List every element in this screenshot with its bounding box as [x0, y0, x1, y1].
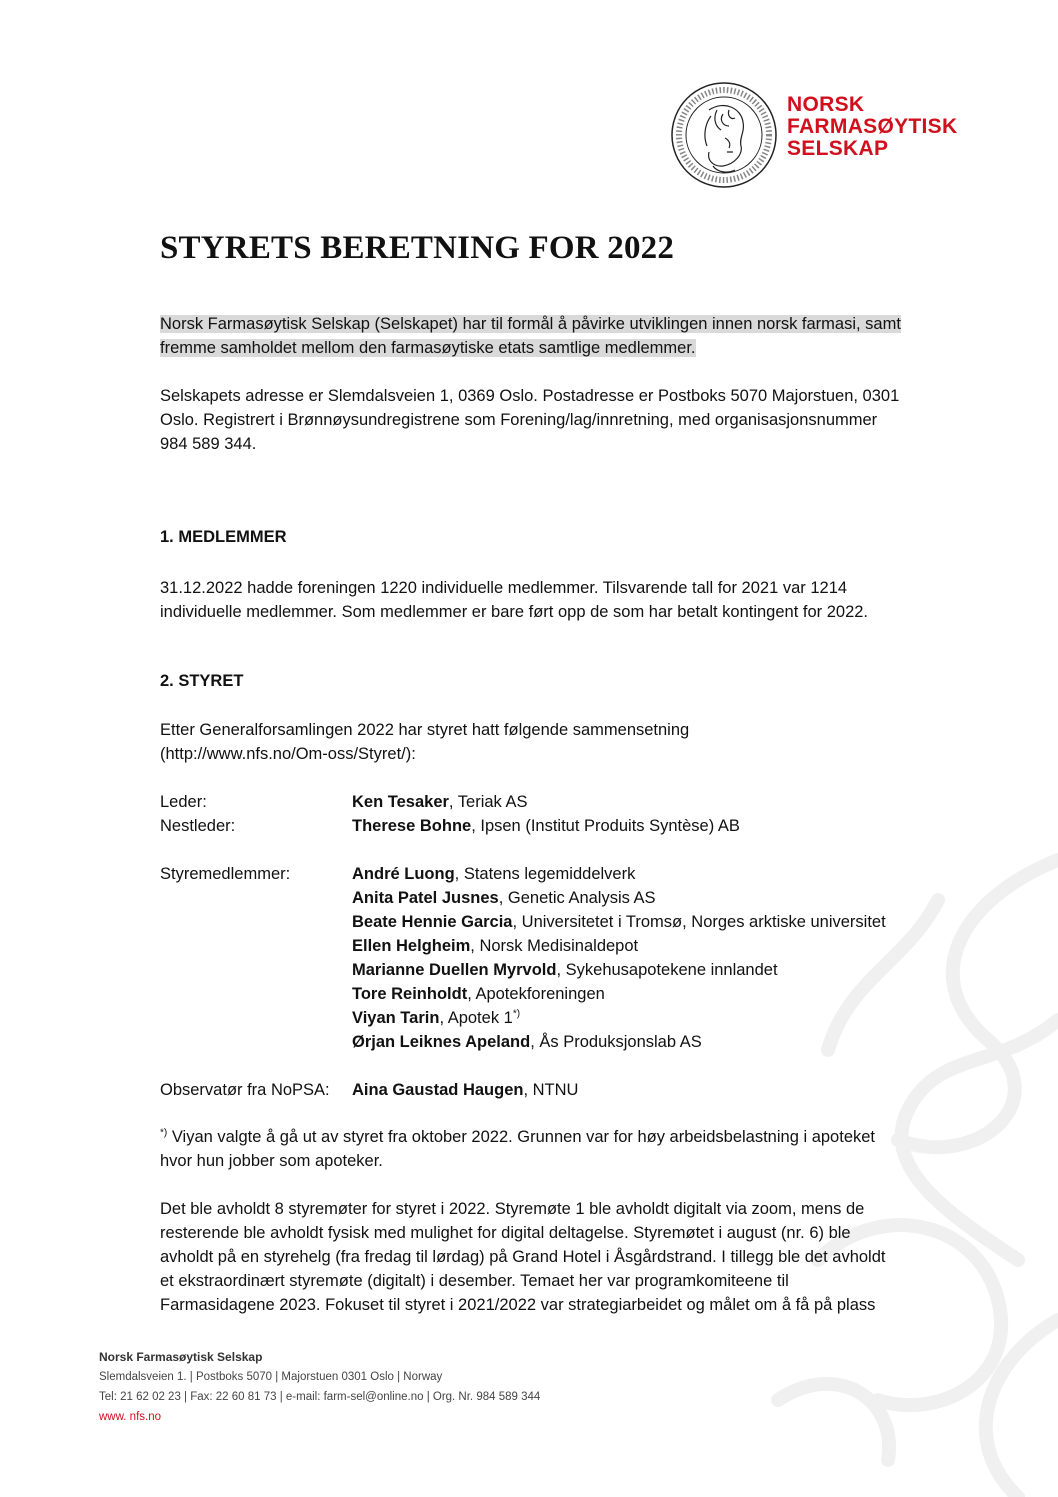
member-org: , Statens legemiddelverk	[454, 865, 636, 883]
footnote-marker: *)	[160, 1127, 168, 1139]
member-org: , Ås Produksjonslab AS	[530, 1033, 702, 1051]
footer-contact: Tel: 21 62 02 23 | Fax: 22 60 81 73 | e-mail: farm-sel@online.no | Org. Nr. 984 589 344	[99, 1391, 541, 1403]
footer-org-name: Norsk Farmasøytisk Selskap	[99, 1350, 263, 1364]
footer-address: Slemdalsveien 1. | Postboks 5070 | Majorstuen 0301 Oslo | Norway	[99, 1371, 443, 1383]
board-member	[352, 862, 635, 886]
meetings-line: avholdt på en styrehelg (fra fredag til lørdag) på Grand Hotel i Åsgårdstrand. I tillegg ble det avholdt	[160, 1248, 886, 1266]
footer-website-link[interactable]: www. nfs.no	[99, 1411, 161, 1423]
address-line-3: 984 589 344.	[160, 435, 257, 453]
board-members-label: Styremedlemmer:	[160, 865, 291, 883]
deputy-org: , Ipsen (Institut Produits Syntèse) AB	[471, 817, 740, 835]
member-name: Tore Reinholdt	[352, 985, 468, 1003]
board-member	[352, 1030, 702, 1054]
member-org: , Genetic Analysis AS	[498, 889, 656, 907]
observer-label: Observatør fra NoPSA:	[160, 1081, 330, 1099]
deputy-name: Therese Bohne	[352, 817, 472, 835]
members-line-2: individuelle medlemmer. Som medlemmer er bare ført opp de som har betalt kontingent for 2022.	[160, 603, 869, 621]
leader-name: Ken Tesaker	[352, 793, 449, 811]
board-intro-line-1: Etter Generalforsamlingen 2022 har styret hatt følgende sammensetning	[160, 721, 690, 739]
member-name: Beate Hennie Garcia	[352, 913, 513, 931]
board-member	[352, 958, 778, 982]
members-line-1: 31.12.2022 hadde foreningen 1220 individuelle medlemmer. Tilsvarende tall for 2021 var 1214	[160, 579, 848, 597]
member-org: , Apotek 1	[439, 1009, 513, 1027]
member-name: Marianne Duellen Myrvold	[352, 961, 557, 979]
intro-line-1: Norsk Farmasøytisk Selskap (Selskapet) har til formål å påvirke utviklingen innen norsk farmasi, samt	[160, 315, 901, 333]
member-name: Ellen Helgheim	[352, 937, 471, 955]
member-org: , Apotekforeningen	[467, 985, 605, 1003]
board-member	[352, 934, 638, 958]
member-name: Ørjan Leiknes Apeland	[352, 1033, 531, 1051]
leader-label: Leder:	[160, 793, 207, 811]
address-paragraph	[160, 384, 960, 456]
board-intro-paragraph	[160, 718, 960, 766]
logo-line-1: NORSK	[787, 93, 865, 116]
meetings-line: resterende ble avholdt fysisk med mulighet for digital deltagelse. Styremøtet i august (nr. 6) ble	[160, 1224, 851, 1242]
deputy-label: Nestleder:	[160, 817, 236, 835]
footnote-paragraph	[160, 1125, 960, 1173]
logo-line-2: FARMASØYTISK	[787, 115, 958, 138]
members-paragraph	[160, 576, 960, 624]
section-2-heading: 2. STYRET	[160, 672, 244, 690]
leader-org: , Teriak AS	[448, 793, 528, 811]
observer-row	[160, 1078, 578, 1102]
member-name: Viyan Tarin	[352, 1009, 440, 1027]
board-member	[352, 910, 886, 934]
organization-logo-wordmark	[787, 94, 957, 160]
leader-row	[160, 790, 528, 814]
board-member	[352, 1006, 520, 1030]
member-org: , Universitetet i Tromsø, Norges arktiske universitet	[512, 913, 886, 931]
meetings-paragraph	[160, 1197, 960, 1317]
observer-org: , NTNU	[523, 1081, 579, 1099]
board-member	[352, 982, 605, 1006]
intro-line-2: fremme samholdet mellom den farmasøytiske etats samtlige medlemmer.	[160, 339, 696, 357]
deputy-row	[160, 814, 740, 838]
intro-paragraph	[160, 312, 960, 360]
member-name: André Luong	[352, 865, 455, 883]
society-seal-logo	[669, 80, 779, 190]
meetings-line: Farmasidagene 2023. Fokuset til styret i 2021/2022 var strategiarbeidet og målet om å få på plass	[160, 1296, 876, 1314]
footnote-marker: *)	[512, 1008, 521, 1020]
page-footer	[99, 1347, 540, 1427]
board-member	[352, 886, 656, 910]
page-title: STYRETS BERETNING FOR 2022	[160, 230, 675, 266]
meetings-line: Det ble avholdt 8 styremøter for styret i 2022. Styremøte 1 ble avholdt digitalt via zoom, mens de	[160, 1200, 865, 1218]
address-line-2: Oslo. Registrert i Brønnøysundregistrene som Forening/lag/innretning, med organisasjonsnummer	[160, 411, 878, 429]
meetings-line: et ekstraordinært styremøte (digitalt) i desember. Temaet her var programkomiteene til	[160, 1272, 789, 1290]
address-line-1: Selskapets adresse er Slemdalsveien 1, 0369 Oslo. Postadresse er Postboks 5070 Majorstuen, 0301	[160, 387, 900, 405]
footnote-line-1: Viyan valgte å gå ut av styret fra oktober 2022. Grunnen var for høy arbeidsbelastning i apoteket	[167, 1128, 876, 1146]
observer-name: Aina Gaustad Haugen	[352, 1081, 524, 1099]
board-link[interactable]: (http://www.nfs.no/Om-oss/Styret/):	[160, 745, 416, 763]
section-1-heading: 1. MEDLEMMER	[160, 528, 287, 546]
footnote-line-2: hvor hun jobber som apoteker.	[160, 1152, 383, 1170]
logo-line-3: SELSKAP	[787, 137, 889, 160]
member-org: , Norsk Medisinaldepot	[470, 937, 639, 955]
member-name: Anita Patel Jusnes	[352, 889, 499, 907]
member-org: , Sykehusapotekene innlandet	[556, 961, 778, 979]
